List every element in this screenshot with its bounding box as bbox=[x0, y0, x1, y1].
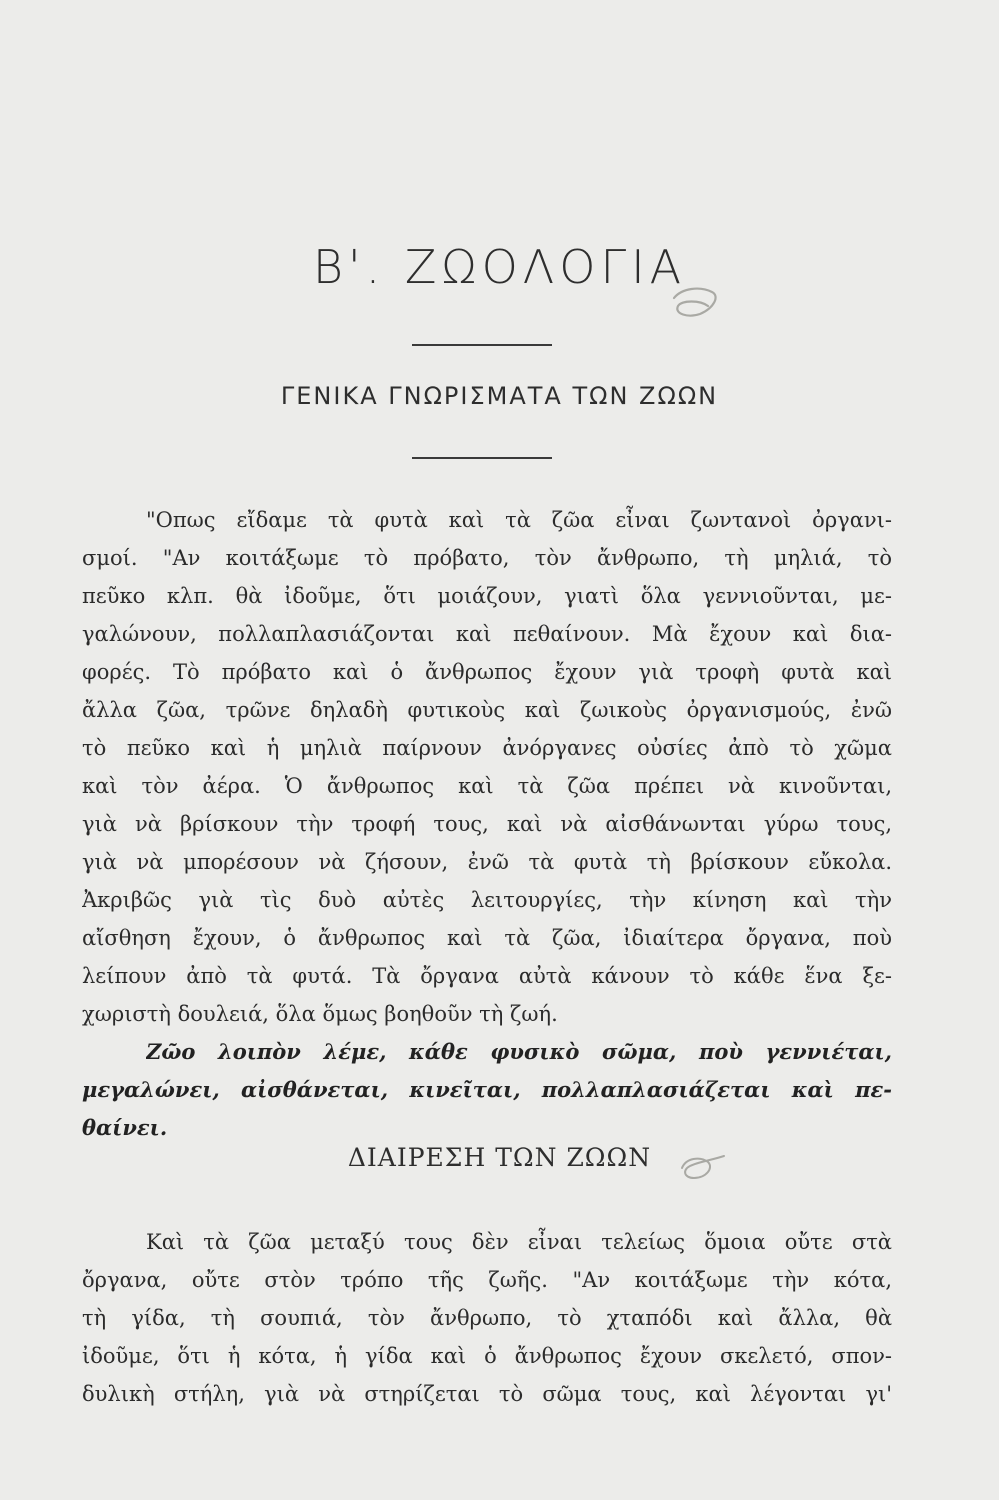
text-line: αἴσθηση ἔχουν, ὁ ἄνθρωπος καὶ τὰ ζῶα, ἰδιαίτερα ὄργανα, ποὺ bbox=[82, 926, 892, 950]
text-line: λείπουν ἀπὸ τὰ φυτά. Τὰ ὄργανα αὐτὰ κάνουν τὸ κάθε ἕνα ξε- bbox=[82, 964, 892, 988]
text-line: σμοί. "Αν κοιτάξωμε τὸ πρόβατο, τὸν ἄνθρωπο, τὴ μηλιά, τὸ bbox=[82, 546, 892, 570]
text-line: τὸ πεῦκο καὶ ἡ μηλιὰ παίρνουν ἀνόργανες οὐσίες ἀπὸ τὸ χῶμα bbox=[82, 736, 892, 760]
text-line: φορές. Τὸ πρόβατο καὶ ὁ ἄνθρωπος ἔχουν γιὰ τροφὴ φυτὰ καὶ bbox=[82, 660, 892, 684]
text-line: "Οπως εἴδαμε τὰ φυτὰ καὶ τὰ ζῶα εἶναι ζωντανοὶ ὀργανι- bbox=[146, 508, 892, 532]
text-line: Ἀκριβῶς γιὰ τὶς δυὸ αὐτὲς λειτουργίες, τὴν κίνηση καὶ τὴν bbox=[82, 888, 892, 912]
section-title-division: ΔΙΑΙΡΕΣΗ ΤΩΝ ΖΩΩΝ bbox=[347, 1143, 652, 1172]
section-title-general: ΓΕΝΙΚΑ ΓΝΩΡΙΣΜΑΤΑ ΤΩΝ ΖΩΩΝ bbox=[280, 382, 719, 410]
text-line: καὶ τὸν ἀέρα. Ὁ ἄνθρωπος καὶ τὰ ζῶα πρέπει νὰ κινοῦνται, bbox=[82, 774, 892, 798]
chapter-title: Β'. ΖΩΟΛΟΓΙΑ bbox=[312, 240, 687, 294]
text-line: Καὶ τὰ ζῶα μεταξύ τους δὲν εἶναι τελείως ὅμοια οὔτε στὰ bbox=[146, 1230, 892, 1254]
text-line: ἰδοῦμε, ὅτι ἡ κότα, ἡ γίδα καὶ ὁ ἄνθρωπος ἔχουν σκελετό, σπον- bbox=[82, 1344, 892, 1368]
definition-line: θαίνει. bbox=[82, 1115, 168, 1140]
definition-line: μεγαλώνει, αἰσθάνεται, κινεῖται, πολλαπλασιάζεται καὶ πε- bbox=[82, 1077, 892, 1102]
text-line: ὄργανα, οὔτε στὸν τρόπο τῆς ζωῆς. "Αν κοιτάξωμε τὴν κότα, bbox=[82, 1268, 892, 1292]
text-line: τὴ γίδα, τὴ σουπιά, τὸν ἄνθρωπο, τὸ χταπόδι καὶ ἄλλα, θὰ bbox=[82, 1306, 892, 1330]
divider-top bbox=[412, 344, 552, 346]
text-line: ἄλλα ζῶα, τρῶνε δηλαδὴ φυτικοὺς καὶ ζωικοὺς ὀργανισμούς, ἐνῶ bbox=[82, 698, 892, 722]
text-line: γιὰ νὰ βρίσκουν τὴν τροφή τους, καὶ νὰ αἰσθάνωνται γύρω τους, bbox=[82, 812, 892, 836]
text-line: χωριστὴ δουλειά, ὅλα ὅμως βοηθοῦν τὴ ζωή. bbox=[82, 1002, 558, 1026]
text-line: γιὰ νὰ μπορέσουν νὰ ζήσουν, ἐνῶ τὰ φυτὰ τὴ βρίσκουν εὔκολα. bbox=[82, 850, 892, 874]
text-line: γαλώνουν, πολλαπλασιάζονται καὶ πεθαίνουν. Μὰ ἔχουν καὶ δια- bbox=[82, 622, 892, 646]
definition-line: Ζῶο λοιπὸν λέμε, κάθε φυσικὸ σῶμα, ποὺ γεννιέται, bbox=[146, 1039, 892, 1064]
divider-bottom bbox=[412, 457, 552, 459]
text-line: δυλικὴ στήλη, γιὰ νὰ στηρίζεται τὸ σῶμα τους, καὶ λέγονται γι' bbox=[82, 1382, 892, 1406]
text-line: πεῦκο κλπ. θὰ ἰδοῦμε, ὅτι μοιάζουν, γιατὶ ὅλα γεννιοῦνται, με- bbox=[82, 584, 892, 608]
